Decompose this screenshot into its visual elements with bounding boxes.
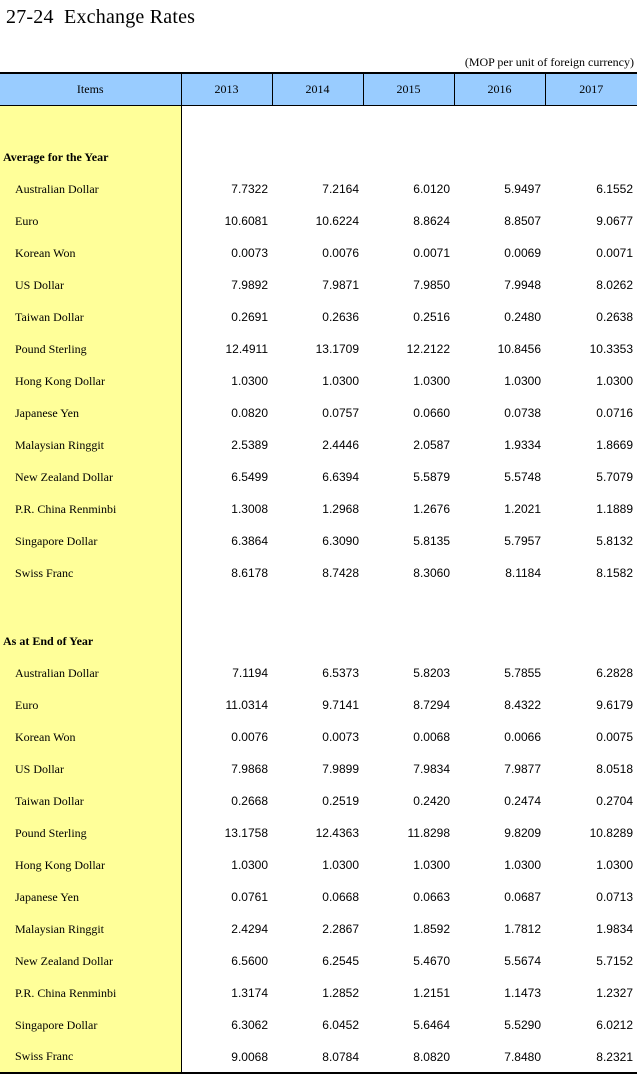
rate-value-cell: 5.5748 [504, 470, 541, 484]
rate-value-cell: 1.0300 [504, 374, 541, 388]
rate-value-cell: 0.0663 [413, 890, 450, 904]
rate-value-cell: 6.0212 [596, 1018, 633, 1032]
rate-value-cell: 1.2852 [322, 986, 359, 1000]
header-year-2016: 2016 [454, 73, 545, 105]
rate-value-cell: 10.8456 [497, 342, 541, 356]
table-body [0, 105, 637, 1073]
rate-value-cell: 9.8209 [504, 826, 541, 840]
rate-value-cell: 8.0262 [596, 278, 633, 292]
row-item-label: Malaysian Ringgit [0, 429, 181, 461]
table-row [0, 753, 637, 785]
rate-value-cell: 0.0073 [231, 246, 268, 260]
exchange-rates-table [0, 72, 637, 1074]
row-item-label: Euro [0, 689, 181, 721]
rate-value-cell: 0.2668 [231, 794, 268, 808]
table-row [0, 1009, 637, 1041]
rate-value-cell: 13.1709 [315, 342, 359, 356]
rate-value-cell: 5.5674 [504, 954, 541, 968]
rate-value-cell: 6.5499 [231, 470, 268, 484]
rate-value-cell: 6.0120 [413, 182, 450, 196]
section-heading: As at End of Year [0, 625, 181, 657]
table-row [0, 493, 637, 525]
rate-value-cell: 1.0300 [322, 858, 359, 872]
rate-value-cell: 5.8132 [596, 534, 633, 548]
rate-value-cell: 5.7957 [504, 534, 541, 548]
rate-value-cell: 8.7428 [322, 566, 359, 580]
row-item-label: Hong Kong Dollar [0, 365, 181, 397]
section-heading-row [0, 141, 637, 173]
rate-value-cell: 0.0071 [413, 246, 450, 260]
rate-value-cell: 0.0757 [322, 406, 359, 420]
row-item-label: Swiss Franc [0, 557, 181, 589]
rate-value-cell: 5.5290 [504, 1018, 541, 1032]
rate-value-cell: 11.0314 [225, 698, 268, 712]
rate-value-cell: 1.2327 [596, 986, 633, 1000]
row-item-label: New Zealand Dollar [0, 945, 181, 977]
rate-value-cell: 0.0687 [504, 890, 541, 904]
row-item-label: P.R. China Renminbi [0, 977, 181, 1009]
row-item-label: Singapore Dollar [0, 1009, 181, 1041]
row-item-label: New Zealand Dollar [0, 461, 181, 493]
rate-value-cell: 6.5600 [231, 954, 268, 968]
rate-value-cell: 1.0300 [231, 374, 268, 388]
rate-value-cell: 13.1758 [224, 826, 268, 840]
rate-value-cell: 8.7294 [413, 698, 450, 712]
rate-value-cell: 6.5373 [322, 666, 359, 680]
rate-value-cell: 0.2480 [504, 310, 541, 324]
table-row [0, 429, 637, 461]
rate-value-cell: 1.8592 [413, 922, 450, 936]
rate-value-cell: 8.0784 [272, 1041, 363, 1073]
rate-value-cell: 0.0738 [504, 406, 541, 420]
rate-value-cell: 7.9948 [504, 278, 541, 292]
rate-value-cell: 8.4322 [504, 698, 541, 712]
row-item-label: Euro [0, 205, 181, 237]
rate-value-cell: 6.3062 [231, 1018, 268, 1032]
row-item-label: Australian Dollar [0, 173, 181, 205]
table-row [0, 721, 637, 753]
page-title: 27-24 Exchange Rates [6, 6, 196, 28]
row-item-label: Pound Sterling [0, 333, 181, 365]
rate-value-cell: 8.1582 [596, 566, 633, 580]
rate-value-cell: 5.7855 [504, 666, 541, 680]
section-heading: Average for the Year [0, 141, 181, 173]
row-item-label: Singapore Dollar [0, 525, 181, 557]
table-row [0, 525, 637, 557]
rate-value-cell: 7.8480 [454, 1041, 545, 1073]
rate-value-cell: 1.1889 [596, 502, 633, 516]
section-heading-filler [181, 141, 637, 173]
table-row [0, 557, 637, 589]
rate-value-cell: 5.7079 [596, 470, 633, 484]
rate-value-cell: 12.4363 [315, 826, 359, 840]
rate-value-cell: 0.0073 [322, 730, 359, 744]
rate-value-cell: 0.0668 [322, 890, 359, 904]
rate-value-cell: 0.0820 [231, 406, 268, 420]
row-item-label: Korean Won [0, 721, 181, 753]
unit-note: (MOP per unit of foreign currency) [464, 55, 634, 69]
rate-value-cell: 8.0518 [596, 762, 633, 776]
rate-value-cell: 0.0716 [596, 406, 633, 420]
rate-value-cell: 5.7152 [596, 954, 633, 968]
spacer-row [0, 589, 637, 625]
rate-value-cell: 0.2636 [322, 310, 359, 324]
row-item-label: US Dollar [0, 753, 181, 785]
rate-value-cell: 1.0300 [413, 858, 450, 872]
rate-value-cell: 0.2420 [413, 794, 450, 808]
table-row [0, 913, 637, 945]
rate-value-cell: 2.5389 [231, 438, 268, 452]
rate-value-cell: 10.8289 [589, 826, 633, 840]
rate-value-cell: 0.0713 [596, 890, 633, 904]
table-row [0, 657, 637, 689]
rate-value-cell: 8.6178 [231, 566, 268, 580]
header-year-2013: 2013 [181, 73, 272, 105]
rate-value-cell: 0.2474 [504, 794, 541, 808]
table-row [0, 1041, 637, 1073]
rate-value-cell: 0.0066 [504, 730, 541, 744]
rate-value-cell: 6.3864 [231, 534, 268, 548]
section-heading-filler [181, 625, 637, 657]
table-row [0, 849, 637, 881]
rate-value-cell: 7.9877 [504, 762, 541, 776]
rate-value-cell: 7.2164 [322, 182, 359, 196]
row-item-label: US Dollar [0, 269, 181, 301]
rate-value-cell: 0.2638 [596, 310, 633, 324]
rate-value-cell: 2.0587 [413, 438, 450, 452]
row-item-label: Taiwan Dollar [0, 301, 181, 333]
row-item-label: Australian Dollar [0, 657, 181, 689]
rate-value-cell: 7.9892 [231, 278, 268, 292]
table-row [0, 269, 637, 301]
rate-value-cell: 7.9850 [413, 278, 450, 292]
rate-value-cell: 5.5879 [413, 470, 450, 484]
rate-value-cell: 5.6464 [413, 1018, 450, 1032]
row-item-label: Japanese Yen [0, 881, 181, 913]
rate-value-cell: 7.1194 [232, 666, 268, 680]
table-row [0, 365, 637, 397]
row-item-label: P.R. China Renminbi [0, 493, 181, 525]
rate-value-cell: 1.9334 [504, 438, 541, 452]
rate-value-cell: 0.2516 [413, 310, 450, 324]
table-row [0, 237, 637, 269]
rate-value-cell: 1.7812 [504, 922, 541, 936]
row-item-label: Korean Won [0, 237, 181, 269]
rate-value-cell: 1.0300 [596, 374, 633, 388]
spacer-cell [181, 589, 637, 625]
table-row [0, 461, 637, 493]
rate-value-cell: 9.0068 [181, 1041, 272, 1073]
rate-value-cell: 0.0075 [596, 730, 633, 744]
rate-value-cell: 6.6394 [322, 470, 359, 484]
rate-value-cell: 7.9871 [322, 278, 359, 292]
header-year-2015: 2015 [363, 73, 454, 105]
rate-value-cell: 0.2519 [322, 794, 359, 808]
header-items: Items [0, 73, 181, 105]
section-heading-row [0, 625, 637, 657]
table-row [0, 881, 637, 913]
rate-value-cell: 0.0068 [413, 730, 450, 744]
row-item-label: Taiwan Dollar [0, 785, 181, 817]
rate-value-cell: 0.2704 [596, 794, 633, 808]
rate-value-cell: 10.6224 [315, 214, 359, 228]
rate-value-cell: 1.0300 [596, 858, 633, 872]
table-row [0, 301, 637, 333]
table-row [0, 977, 637, 1009]
rate-value-cell: 8.2321 [545, 1041, 637, 1073]
rate-value-cell: 11.8298 [407, 826, 450, 840]
rate-value-cell: 6.3090 [322, 534, 359, 548]
rate-value-cell: 1.0300 [231, 858, 268, 872]
row-item-label: Swiss Franc [0, 1041, 181, 1073]
rate-value-cell: 5.8203 [413, 666, 450, 680]
rate-value-cell: 1.9834 [596, 922, 633, 936]
header-row [0, 73, 637, 105]
rate-value-cell: 12.4911 [225, 342, 268, 356]
rate-value-cell: 1.1473 [504, 986, 541, 1000]
rate-value-cell: 0.2691 [231, 310, 268, 324]
rate-value-cell: 2.4446 [322, 438, 359, 452]
rate-value-cell: 1.2968 [322, 502, 359, 516]
rate-value-cell: 0.0660 [413, 406, 450, 420]
rate-value-cell: 6.2545 [322, 954, 359, 968]
table-row [0, 945, 637, 977]
rate-value-cell: 0.0071 [596, 246, 633, 260]
rate-value-cell: 1.0300 [504, 858, 541, 872]
header-year-2014: 2014 [272, 73, 363, 105]
rate-value-cell: 0.0069 [504, 246, 541, 260]
rate-value-cell: 0.0761 [231, 890, 268, 904]
rate-value-cell: 1.8669 [596, 438, 633, 452]
rate-value-cell: 9.0677 [596, 214, 633, 228]
spacer-row [0, 105, 637, 141]
row-item-label: Hong Kong Dollar [0, 849, 181, 881]
row-item-label: Malaysian Ringgit [0, 913, 181, 945]
rate-value-cell: 10.6081 [224, 214, 268, 228]
rate-value-cell: 12.2122 [406, 342, 450, 356]
rate-value-cell: 6.0452 [322, 1018, 359, 1032]
table-row [0, 333, 637, 365]
rate-value-cell: 8.1184 [505, 566, 541, 580]
rate-value-cell: 10.3353 [589, 342, 633, 356]
rate-value-cell: 0.0076 [231, 730, 268, 744]
rate-value-cell: 1.0300 [322, 374, 359, 388]
rate-value-cell: 7.7322 [231, 182, 268, 196]
rate-value-cell: 2.4294 [231, 922, 268, 936]
rate-value-cell: 1.2676 [413, 502, 450, 516]
table-row [0, 785, 637, 817]
header-year-2017: 2017 [545, 73, 637, 105]
table-row [0, 397, 637, 429]
rate-value-cell: 1.3174 [231, 986, 268, 1000]
rate-value-cell: 5.9497 [504, 182, 541, 196]
rate-value-cell: 6.2828 [596, 666, 633, 680]
row-item-label: Pound Sterling [0, 817, 181, 849]
rate-value-cell: 6.1552 [596, 182, 633, 196]
rate-value-cell: 5.4670 [413, 954, 450, 968]
rate-value-cell: 8.8624 [413, 214, 450, 228]
rate-value-cell: 9.6179 [596, 698, 633, 712]
rate-value-cell: 7.9899 [322, 762, 359, 776]
rate-value-cell: 1.0300 [413, 374, 450, 388]
rate-value-cell: 9.7141 [322, 698, 359, 712]
table-row [0, 817, 637, 849]
rate-value-cell: 7.9834 [413, 762, 450, 776]
items-column-cell [0, 105, 181, 141]
rate-value-cell: 2.2867 [322, 922, 359, 936]
rate-value-cell: 1.2021 [504, 502, 541, 516]
rate-value-cell: 0.0076 [322, 246, 359, 260]
rate-value-cell: 1.2151 [413, 986, 450, 1000]
spacer-cell [181, 105, 637, 141]
row-item-label: Japanese Yen [0, 397, 181, 429]
rate-value-cell: 8.8507 [504, 214, 541, 228]
rate-value-cell: 7.9868 [231, 762, 268, 776]
items-column-cell [0, 589, 181, 625]
table-row [0, 173, 637, 205]
rate-value-cell: 1.3008 [231, 502, 268, 516]
table-row [0, 205, 637, 237]
rate-value-cell: 8.3060 [413, 566, 450, 580]
rate-value-cell: 5.8135 [413, 534, 450, 548]
table-row [0, 689, 637, 721]
rate-value-cell: 8.0820 [363, 1041, 454, 1073]
